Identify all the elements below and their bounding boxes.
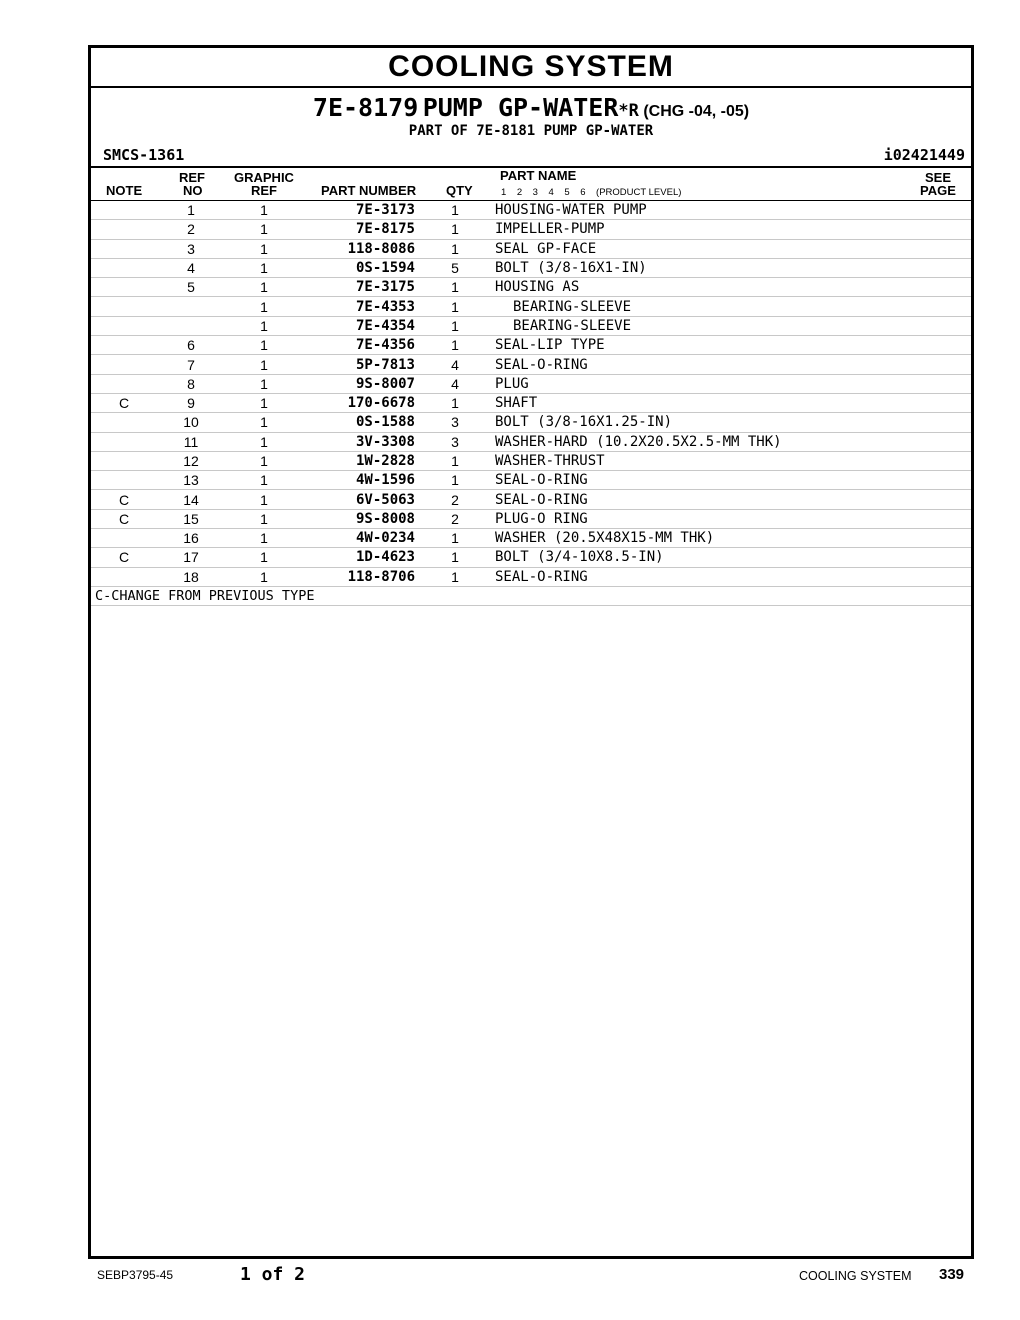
table-row (91, 239, 971, 258)
row-part-name: SEAL-O-RING (495, 567, 911, 586)
group-title (91, 94, 971, 122)
row-qty: 1 (415, 471, 495, 490)
row-graphic-ref: 1 (225, 374, 303, 393)
row-note (91, 451, 157, 470)
smcs-code: SMCS-1361 (103, 146, 185, 164)
row-see-page (911, 220, 971, 239)
change-legend: C-CHANGE FROM PREVIOUS TYPE (91, 587, 971, 606)
row-part-number: 7E-4353 (303, 297, 415, 316)
row-note (91, 297, 157, 316)
row-part-name: BOLT (3/8-16X1.25-IN) (495, 413, 911, 432)
row-see-page (911, 471, 971, 490)
row-graphic-ref: 1 (225, 451, 303, 470)
row-part-name: HOUSING AS (495, 278, 911, 297)
row-see-page (911, 336, 971, 355)
header-ref-bottom: NO (183, 183, 203, 198)
row-ref-no: 8 (157, 374, 225, 393)
row-see-page (911, 201, 971, 220)
row-note (91, 413, 157, 432)
row-part-number: 9S-8007 (303, 374, 415, 393)
row-qty: 1 (415, 220, 495, 239)
row-qty: 4 (415, 374, 495, 393)
row-note (91, 220, 157, 239)
table-row (91, 201, 971, 220)
page-footer (0, 1262, 1020, 1292)
row-ref-no: 18 (157, 567, 225, 586)
row-part-name: WASHER (20.5X48X15-MM THK) (495, 529, 911, 548)
header-part-number: PART NUMBER (321, 183, 417, 198)
row-part-name: BOLT (3/8-16X1-IN) (495, 258, 911, 277)
group-name: PUMP GP-WATER (422, 93, 619, 122)
row-qty: 3 (415, 413, 495, 432)
row-ref-no: 10 (157, 413, 225, 432)
row-graphic-ref: 1 (225, 548, 303, 567)
row-part-name: BOLT (3/4-10X8.5-IN) (495, 548, 911, 567)
row-part-name: IMPELLER-PUMP (495, 220, 911, 239)
row-see-page (911, 374, 971, 393)
row-part-name: SEAL-LIP TYPE (495, 336, 911, 355)
table-row (91, 297, 971, 316)
row-qty: 1 (415, 529, 495, 548)
row-part-number: 0S-1588 (303, 413, 415, 432)
row-note (91, 239, 157, 258)
row-note (91, 374, 157, 393)
row-graphic-ref: 1 (225, 278, 303, 297)
row-note: C (91, 490, 157, 509)
row-see-page (911, 258, 971, 277)
table-row (91, 374, 971, 393)
row-ref-no: 15 (157, 509, 225, 528)
header-see-top: SEE (925, 170, 952, 185)
row-qty: 5 (415, 258, 495, 277)
row-part-number: 7E-3175 (303, 278, 415, 297)
row-note: C (91, 509, 157, 528)
illustration-id: i02421449 (883, 146, 965, 164)
row-see-page (911, 316, 971, 335)
table-row (91, 220, 971, 239)
row-qty: 1 (415, 201, 495, 220)
header-qty: QTY (446, 183, 473, 198)
row-qty: 4 (415, 355, 495, 374)
row-ref-no: 1 (157, 201, 225, 220)
row-qty: 2 (415, 509, 495, 528)
table-row (91, 413, 971, 432)
row-ref-no: 4 (157, 258, 225, 277)
part-of-line: PART OF 7E-8181 PUMP GP-WATER (408, 123, 654, 139)
table-row (91, 336, 971, 355)
row-part-number: 0S-1594 (303, 258, 415, 277)
row-qty: 1 (415, 548, 495, 567)
row-graphic-ref: 1 (225, 220, 303, 239)
row-part-number: 118-8086 (303, 239, 415, 258)
table-row (91, 432, 971, 451)
row-part-name: PLUG-O RING (495, 509, 911, 528)
row-part-number: 7E-3173 (303, 201, 415, 220)
parts-table-body (91, 201, 971, 586)
row-ref-no: 16 (157, 529, 225, 548)
row-see-page (911, 432, 971, 451)
row-note: C (91, 548, 157, 567)
group-change: (CHG -04, -05) (643, 103, 750, 120)
row-ref-no: 7 (157, 355, 225, 374)
row-graphic-ref: 1 (225, 355, 303, 374)
row-see-page (911, 297, 971, 316)
row-graphic-ref: 1 (225, 258, 303, 277)
header-see-bottom: PAGE (920, 183, 956, 198)
row-ref-no: 6 (157, 336, 225, 355)
row-part-name: WASHER-THRUST (495, 451, 911, 470)
row-see-page (911, 567, 971, 586)
table-row (91, 355, 971, 374)
row-see-page (911, 529, 971, 548)
row-qty: 1 (415, 278, 495, 297)
row-part-name: WASHER-HARD (10.2X20.5X2.5-MM THK) (495, 432, 911, 451)
table-row (91, 471, 971, 490)
row-note (91, 278, 157, 297)
row-part-name: PLUG (495, 374, 911, 393)
row-part-number: 3V-3308 (303, 432, 415, 451)
row-see-page (911, 278, 971, 297)
row-note (91, 336, 157, 355)
row-qty: 1 (415, 336, 495, 355)
header-ref-top: REF (179, 170, 205, 185)
row-qty: 2 (415, 490, 495, 509)
table-row (91, 490, 971, 509)
group-number: 7E-8179 (312, 93, 419, 122)
table-row (91, 567, 971, 586)
row-see-page (911, 239, 971, 258)
table-row (91, 529, 971, 548)
row-part-number: 6V-5063 (303, 490, 415, 509)
table-row (91, 278, 971, 297)
parts-page-frame (88, 45, 974, 1259)
table-row (91, 258, 971, 277)
section-title: COOLING SYSTEM (91, 48, 971, 88)
row-part-number: 7E-8175 (303, 220, 415, 239)
row-part-number: 1W-2828 (303, 451, 415, 470)
header-graphic-top: GRAPHIC (234, 170, 294, 185)
row-ref-no: 17 (157, 548, 225, 567)
footer-page-of: 1 of 2 (240, 1264, 306, 1285)
table-header (91, 166, 971, 201)
row-qty: 3 (415, 432, 495, 451)
row-graphic-ref: 1 (225, 413, 303, 432)
row-ref-no: 12 (157, 451, 225, 470)
row-qty: 1 (415, 567, 495, 586)
row-graphic-ref: 1 (225, 239, 303, 258)
row-ref-no (157, 316, 225, 335)
header-part-name: PART NAME (500, 168, 577, 183)
row-ref-no: 11 (157, 432, 225, 451)
group-suffix: *R (618, 101, 639, 121)
footer-doc-number: SEBP3795-45 (97, 1268, 174, 1282)
row-graphic-ref: 1 (225, 393, 303, 412)
row-ref-no (157, 297, 225, 316)
row-ref-no: 9 (157, 393, 225, 412)
row-note: C (91, 393, 157, 412)
row-part-name: SEAL-O-RING (495, 471, 911, 490)
row-graphic-ref: 1 (225, 471, 303, 490)
row-qty: 1 (415, 451, 495, 470)
row-see-page (911, 509, 971, 528)
row-note (91, 316, 157, 335)
row-note (91, 201, 157, 220)
table-row (91, 509, 971, 528)
row-part-name: BEARING-SLEEVE (495, 316, 911, 335)
id-line (91, 140, 971, 166)
row-part-number: 7E-4356 (303, 336, 415, 355)
row-graphic-ref: 1 (225, 297, 303, 316)
header-note: NOTE (106, 183, 143, 198)
row-part-number: 9S-8008 (303, 509, 415, 528)
header-product-level: 1 2 3 4 5 6 (PRODUCT LEVEL) (501, 187, 682, 198)
row-ref-no: 5 (157, 278, 225, 297)
row-note (91, 355, 157, 374)
row-note (91, 258, 157, 277)
row-part-number: 4W-0234 (303, 529, 415, 548)
row-part-number: 5P-7813 (303, 355, 415, 374)
row-ref-no: 14 (157, 490, 225, 509)
footer-page-number: 339 (939, 1266, 965, 1283)
row-part-name: SEAL GP-FACE (495, 239, 911, 258)
row-part-name: HOUSING-WATER PUMP (495, 201, 911, 220)
footer-section: COOLING SYSTEM (799, 1269, 912, 1283)
row-graphic-ref: 1 (225, 529, 303, 548)
table-row (91, 393, 971, 412)
row-qty: 1 (415, 297, 495, 316)
row-qty: 1 (415, 239, 495, 258)
row-part-number: 1D-4623 (303, 548, 415, 567)
row-see-page (911, 413, 971, 432)
row-ref-no: 2 (157, 220, 225, 239)
row-graphic-ref: 1 (225, 336, 303, 355)
row-graphic-ref: 1 (225, 316, 303, 335)
row-graphic-ref: 1 (225, 201, 303, 220)
parts-table (91, 201, 971, 587)
table-row (91, 451, 971, 470)
row-see-page (911, 490, 971, 509)
row-part-number: 4W-1596 (303, 471, 415, 490)
row-qty: 1 (415, 316, 495, 335)
row-part-name: SEAL-O-RING (495, 355, 911, 374)
header-graphic-bottom: REF (251, 183, 277, 198)
row-part-number: 118-8706 (303, 567, 415, 586)
row-note (91, 567, 157, 586)
row-see-page (911, 355, 971, 374)
row-note (91, 471, 157, 490)
row-see-page (911, 451, 971, 470)
table-row (91, 316, 971, 335)
row-note (91, 432, 157, 451)
row-qty: 1 (415, 393, 495, 412)
row-graphic-ref: 1 (225, 432, 303, 451)
row-part-number: 7E-4354 (303, 316, 415, 335)
row-part-name: SHAFT (495, 393, 911, 412)
row-graphic-ref: 1 (225, 509, 303, 528)
row-graphic-ref: 1 (225, 567, 303, 586)
row-part-number: 170-6678 (303, 393, 415, 412)
row-ref-no: 3 (157, 239, 225, 258)
row-part-name: BEARING-SLEEVE (495, 297, 911, 316)
row-see-page (911, 393, 971, 412)
table-row (91, 548, 971, 567)
row-note (91, 529, 157, 548)
row-graphic-ref: 1 (225, 490, 303, 509)
row-ref-no: 13 (157, 471, 225, 490)
row-see-page (911, 548, 971, 567)
row-part-name: SEAL-O-RING (495, 490, 911, 509)
